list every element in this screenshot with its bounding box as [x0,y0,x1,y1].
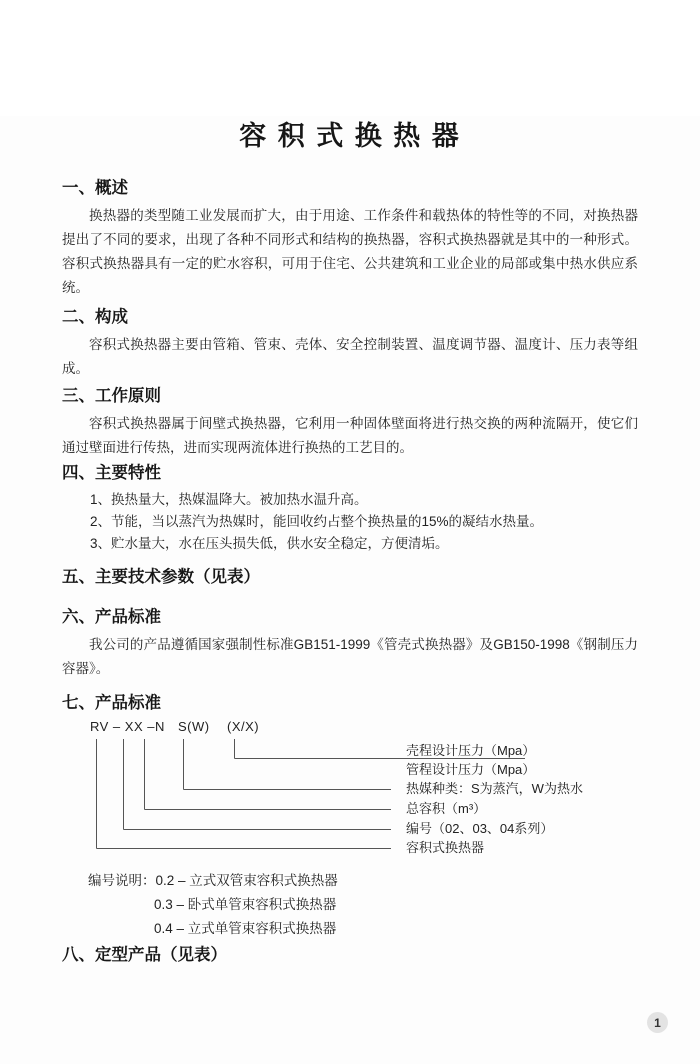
document-page [0,116,700,1064]
section-composition [62,307,638,381]
diagram-label-total-volume: 总容积（m³） [406,801,487,816]
diagram-label-tube-pressure: 管程设计压力（Mpa） [406,762,536,777]
diagram-label-series-number: 编号（02、03、04系列） [406,821,554,836]
diagram-label-shell-pressure: 壳程设计压力（Mpa） [406,743,536,758]
section-overview [62,178,638,300]
feature-item: 2、节能，当以蒸汽为热媒时，能回收约占整个换热量的15%的凝结水热量。 [90,514,544,529]
section-heading: 七、产品标准 [62,694,161,712]
section-standard-products [62,945,638,965]
legend-row [88,869,638,893]
section-heading: 八、定型产品（见表） [62,946,227,964]
model-code-pressure: (X/X) [227,719,260,734]
model-code-medium: S(W) [178,719,210,734]
feature-item: 3、贮水量大，水在压头损失低，供水安全稳定，方便清垢。 [90,536,449,551]
section-heading: 一、概述 [62,179,128,197]
section-heading: 六、产品标准 [62,608,161,626]
page-title: 容 积 式 换 热 器 [239,121,461,151]
section-paragraph: 我公司的产品遵循国家强制性标准GB151-1999《管壳式换热器》及GB150-1998《钢制压力容器》。 [62,637,638,676]
section-heading: 三、工作原则 [62,387,161,405]
section-working-principle [62,386,638,460]
section-paragraph: 容积式换热器属于间壁式换热器，它利用一种固体壁面将进行热交换的两种流隔开，使它们通过壁面进行传热，进而实现两流体进行换热的工艺目的。 [62,416,638,455]
legend-label: 编号说明： [88,873,156,888]
diagram-label-medium-type: 热媒种类：S为蒸汽，W为热水 [406,781,583,796]
model-code-prefix: RV – XX –N [90,719,165,734]
model-code-diagram [62,719,638,869]
legend-row [88,917,638,941]
section-heading: 二、构成 [62,308,128,326]
legend-item: 0.2 – 立式双管束容积式换热器 [155,873,338,888]
section-paragraph: 容积式换热器主要由管箱、管束、壳体、安全控制装置、温度调节器、温度计、压力表等组成。 [62,337,638,376]
page-number: 1 [654,1015,661,1030]
section-heading: 五、主要技术参数（见表） [62,568,260,586]
feature-item: 1、换热量大，热媒温降大。被加热水温升高。 [90,492,368,507]
legend-item: 0.3 – 卧式单管束容积式换热器 [154,897,337,912]
legend-item: 0.4 – 立式单管束容积式换热器 [154,921,337,936]
page-number-badge [647,1012,668,1033]
section-main-features [62,463,638,555]
code-legend [88,869,638,941]
section-product-standard [62,607,638,681]
legend-row [88,893,638,917]
section-technical-parameters [62,567,638,587]
section-heading: 四、主要特性 [62,464,161,482]
section-paragraph: 换热器的类型随工业发展而扩大，由于用途、工作条件和载热体的特性等的不同，对换热器提出了不同的要求，出现了各种不同形式和结构的换热器，容积式换热器就是其中的一种形式。容积式换热器具有一定的贮水容积，可用于住宅、公共建筑和工业企业的局部或集中热水供应系统。 [62,208,638,295]
diagram-label-exchanger-type: 容积式换热器 [406,840,485,855]
section-model-designation [62,693,638,941]
